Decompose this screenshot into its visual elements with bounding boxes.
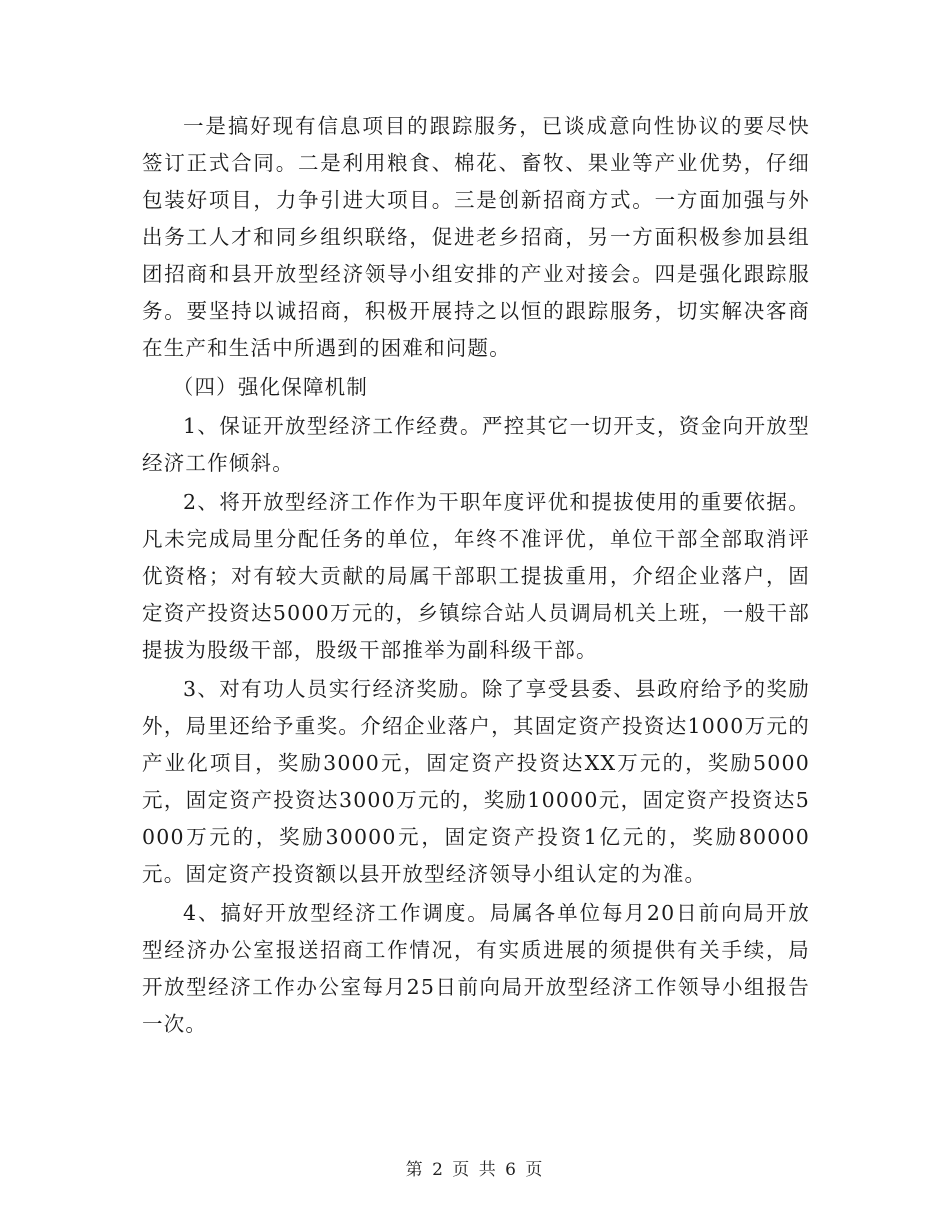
document-body xyxy=(142,108,810,1043)
paragraph-investment-measures: 一是搞好现有信息项目的跟踪服务，已谈成意向性协议的要尽快签订正式合同。二是利用粮食、棉花、畜牧、果业等产业优势，仔细包装好项目，力争引进大项目。三是创新招商方式。一方面加强与外出务工人才和同乡组织联络，促进老乡招商，另一方面积极参加县组团招商和县开放型经济领导小组安排的产业对接会。四是强化跟踪服务。要坚持以诚招商，积极开展持之以恒的跟踪服务，切实解决客商在生产和生活中所遇到的困难和问题。 xyxy=(142,114,810,360)
paragraph-item-2: 2、将开放型经济工作作为干职年度评优和提拔使用的重要依据。凡未完成局里分配任务的单位，年终不准评优，单位干部全部取消评优资格；对有较大贡献的局属干部职工提拔重用，介绍企业落户，固定资产投资达5000万元的，乡镇综合站人员调局机关上班，一般干部提拔为股级干部，股级干部推举为副科级干部。 xyxy=(142,490,810,662)
paragraph-item-3: 3、对有功人员实行经济奖励。除了享受县委、县政府给予的奖励外，局里还给予重奖。介绍企业落户，其固定资产投资达1000万元的产业化项目，奖励3000元，固定资产投资达XX万元的，奖励5000元，固定资产投资达3000万元的，奖励10000元，固定资产投资达5000万元的，奖励30000元，固定资产投资1亿元的，奖励80000元。固定资产投资额以县开放型经济领导小组认定的为准。 xyxy=(142,677,810,886)
page-number-footer: 第 2 页 共 6 页 xyxy=(405,1160,545,1180)
paragraph-item-4: 4、搞好开放型经济工作调度。局属各单位每月20日前向局开放型经济办公室报送招商工作情况，有实质进展的须提供有关手续，局开放型经济工作办公室每月25日前向局开放型经济工作领导小组报告一次。 xyxy=(142,901,810,1036)
section-heading-guarantee: （四）强化保障机制 xyxy=(172,375,369,399)
paragraph-item-1: 1、保证开放型经济工作经费。严控其它一切开支，资金向开放型经济工作倾斜。 xyxy=(142,414,810,475)
